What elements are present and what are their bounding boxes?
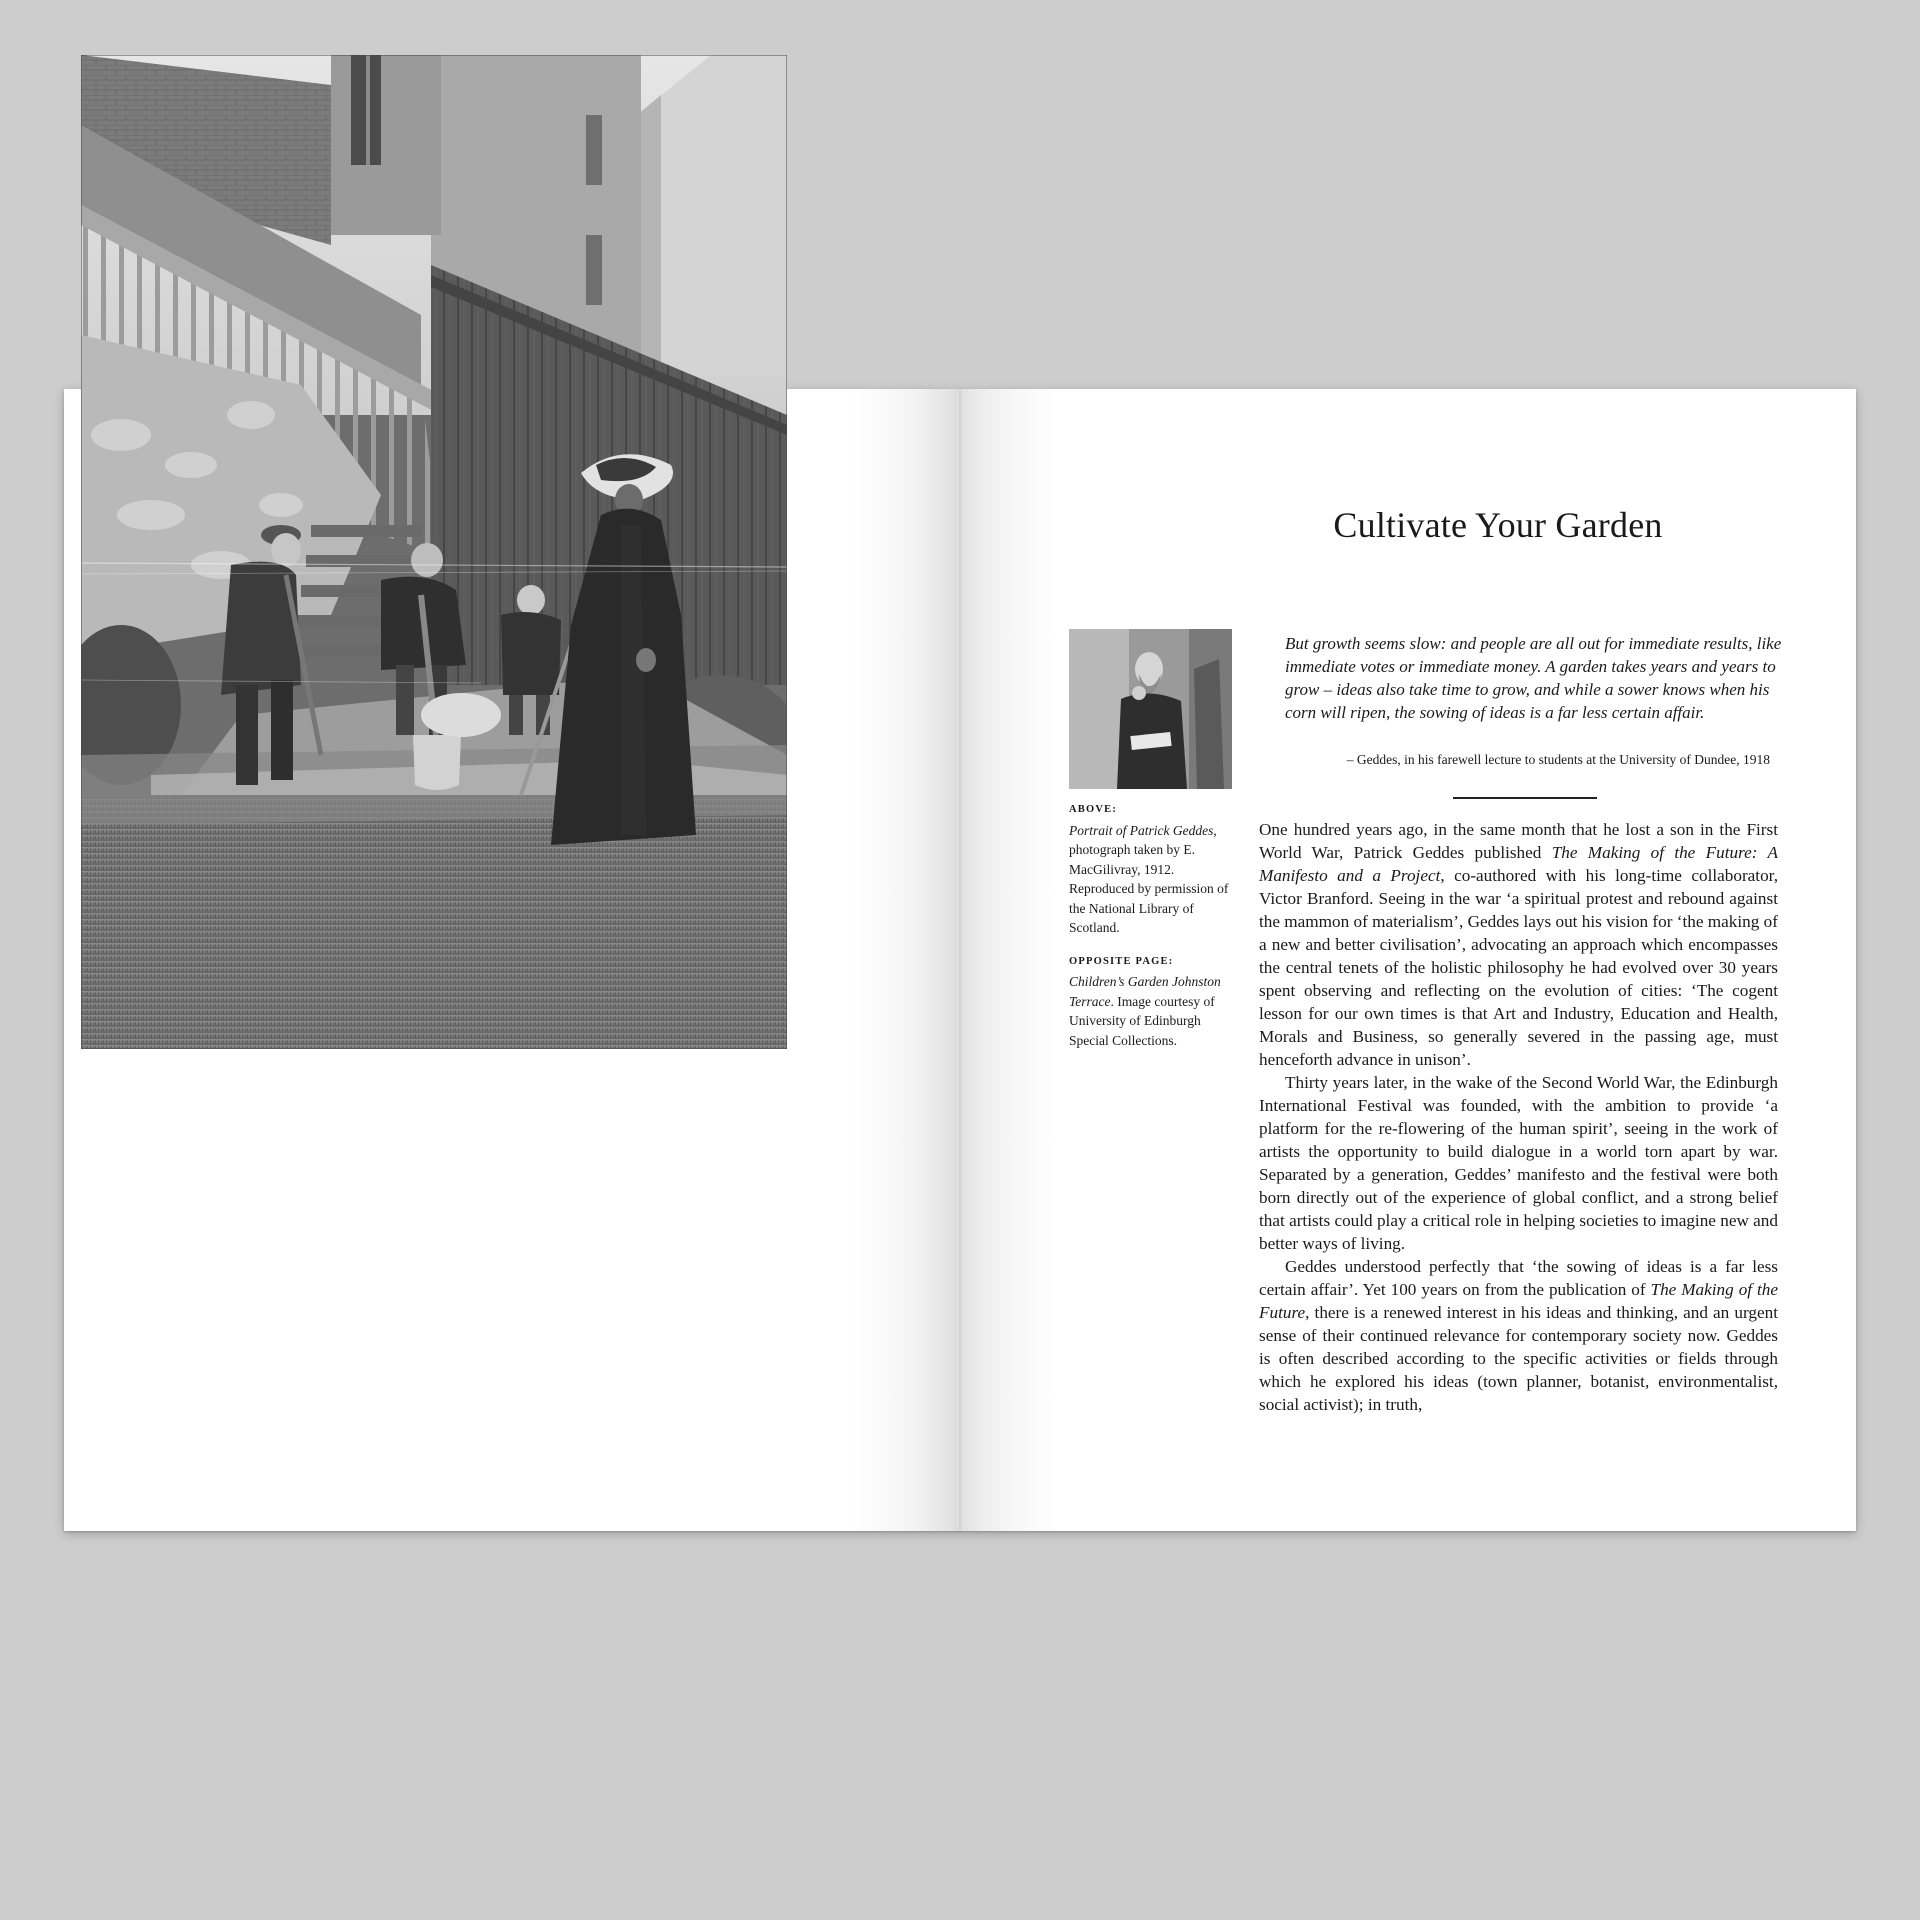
caption-opposite-title: Children’s Garden Johnston Terrace xyxy=(1069,974,1221,1009)
caption-above-text xyxy=(1069,821,1239,938)
epigraph-quote xyxy=(1285,632,1785,724)
image-captions xyxy=(1069,800,1239,1064)
portrait-photograph xyxy=(1069,629,1232,789)
caption-opposite-text xyxy=(1069,972,1239,1050)
page-title: Cultivate Your Garden xyxy=(1333,505,1663,545)
book-title-short: The Making of the Future xyxy=(1259,1280,1779,1322)
body-paragraph-1 xyxy=(1259,818,1778,1071)
epigraph-text: But growth seems slow: and people are all out for immediate results, like immediate votes or immediate money. A garden takes years and years to grow – ideas also take time to grow, and while a sower knows when his corn will ripen, the sowing of ideas is a far less certain affair. xyxy=(1285,634,1782,722)
caption-opposite-body: . Image courtesy of University of Edinburgh Special Collections. xyxy=(1069,993,1215,1048)
book-gutter xyxy=(957,389,963,1531)
body-paragraph-3 xyxy=(1259,1255,1778,1416)
body-p3-end: , there is a renewed interest in his ideas and thinking, and an urgent sense of their continued relevance for contemporary society now. Geddes is often described according to the specific activities or fields through which he explored his ideas (town planner, botanist, environmentalist, social activist); in truth, xyxy=(1259,1303,1778,1414)
caption-above xyxy=(1069,800,1239,938)
caption-above-title: Portrait of Patrick Geddes xyxy=(1069,822,1214,838)
body-paragraph-2: Thirty years later, in the wake of the Second World War, the Edinburgh International Festival was founded, with the ambition to provide ‘a platform for the re-flowering of the human spirit’, seeing in the work of artists the opportunity to build dialogue in a world torn apart by war. Separated by a generation, Geddes’ manifesto and the festival were both born directly out of the experience of global conflict, and a strong belief that artists could play a critical role in helping societies to imagine new and better ways of living. xyxy=(1259,1073,1778,1253)
body-p3-start: Geddes understood perfectly that ‘the sowing of ideas is a far less certain affair’. Yet 100 years on from the publication of xyxy=(1259,1257,1778,1299)
body-text xyxy=(1259,818,1778,1416)
caption-above-body: , photograph taken by E. MacGilivray, 1912. Reproduced by permission of the National Library of Scotland. xyxy=(1069,822,1229,935)
book-title-making-of-the-future: The Making of the Future: A Manifesto and a Project xyxy=(1259,843,1779,885)
section-divider xyxy=(1453,797,1597,799)
body-p1-start: One hundred years ago, in the same month that he lost a son in the First World War, Patrick Geddes published xyxy=(1259,820,1778,862)
caption-opposite-label: OPPOSITE PAGE: xyxy=(1069,955,1174,967)
caption-above-label: ABOVE: xyxy=(1069,804,1118,815)
caption-opposite xyxy=(1069,952,1239,1051)
garden-photograph xyxy=(81,55,787,1049)
epigraph-attribution: – Geddes, in his farewell lecture to students at the University of Dundee, 1918 xyxy=(1346,752,1770,767)
body-p1-end: , co-authored with his long-time collaborator, Victor Branford. Seeing in the war ‘a spiritual protest and rebound against the mammon of materialism’, Geddes lays out his vision for ‘the making of a new and better civilisation’, advocating an approach which encompasses the central tenets of the holistic philosophy he had evolved over 30 years spent observing and reflecting on the evolution of cities: ‘The cogent lesson for our own times is that Art and Industry, Education and Health, Morals and Business, so generally severed in the passing age, must henceforth advance in unison’. xyxy=(1259,866,1778,1069)
